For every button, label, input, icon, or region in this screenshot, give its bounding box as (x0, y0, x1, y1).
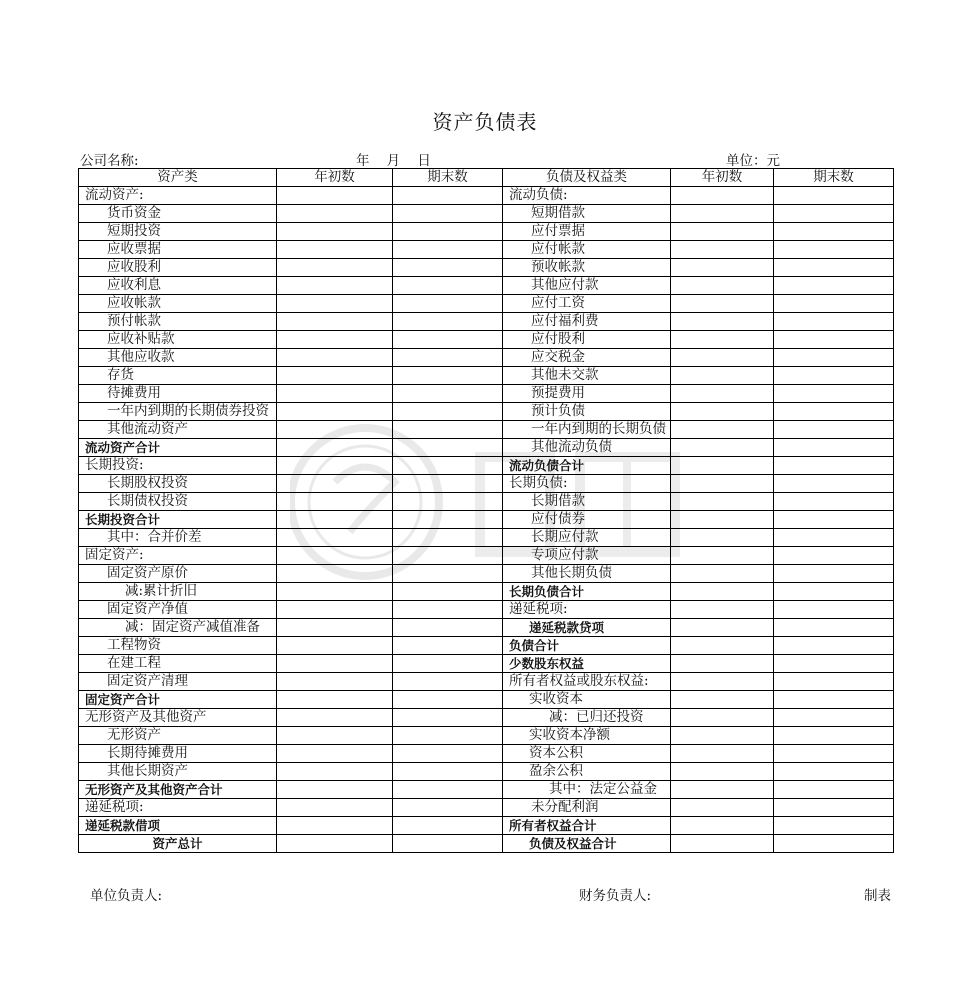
asset-item-label: 减：固定资产减值准备 (79, 619, 277, 637)
asset-begin-value (277, 583, 393, 601)
liability-item-label: 其他应付款 (503, 277, 671, 295)
asset-end-value (393, 655, 503, 673)
liability-item-label: 应付债券 (503, 511, 671, 529)
liability-begin-value (671, 259, 774, 277)
asset-begin-value (277, 817, 393, 835)
liability-item-label: 应交税金 (503, 349, 671, 367)
asset-item-label: 存货 (79, 367, 277, 385)
asset-item-label: 资产总计 (79, 835, 277, 853)
asset-end-value (393, 259, 503, 277)
asset-item-label: 长期投资: (79, 457, 277, 475)
date-label: 年 月 日 (356, 153, 431, 169)
table-row (79, 277, 894, 295)
balance-sheet-table (78, 168, 894, 853)
liability-end-value (774, 277, 894, 295)
asset-end-value (393, 241, 503, 259)
liability-begin-value (671, 385, 774, 403)
table-row (79, 385, 894, 403)
asset-item-label: 短期投资 (79, 223, 277, 241)
liability-begin-value (671, 421, 774, 439)
liability-end-value (774, 727, 894, 745)
asset-end-value (393, 187, 503, 205)
table-row (79, 835, 894, 853)
table-row (79, 817, 894, 835)
asset-begin-value (277, 493, 393, 511)
table-row (79, 511, 894, 529)
liability-end-value (774, 673, 894, 691)
table-row (79, 601, 894, 619)
liability-item-label: 所有者权益或股东权益: (503, 673, 671, 691)
liability-begin-value (671, 205, 774, 223)
liability-end-value (774, 457, 894, 475)
asset-item-label: 固定资产: (79, 547, 277, 565)
liability-item-label: 流动负债: (503, 187, 671, 205)
liability-item-label: 预提费用 (503, 385, 671, 403)
liability-end-value (774, 205, 894, 223)
table-header-row (79, 169, 894, 187)
asset-item-label: 长期股权投资 (79, 475, 277, 493)
asset-end-value (393, 511, 503, 529)
liability-end-value (774, 241, 894, 259)
table-row (79, 727, 894, 745)
liability-item-label: 递延税项: (503, 601, 671, 619)
liability-end-value (774, 547, 894, 565)
table-row (79, 205, 894, 223)
liability-end-value (774, 835, 894, 853)
liability-end-value (774, 799, 894, 817)
asset-end-value (393, 205, 503, 223)
liability-begin-value (671, 187, 774, 205)
asset-end-value (393, 367, 503, 385)
table-row (79, 619, 894, 637)
table-row (79, 367, 894, 385)
asset-end-value (393, 223, 503, 241)
asset-item-label: 待摊费用 (79, 385, 277, 403)
asset-begin-value (277, 691, 393, 709)
asset-end-value (393, 295, 503, 313)
asset-end-value (393, 547, 503, 565)
liability-end-value (774, 691, 894, 709)
liability-begin-value (671, 619, 774, 637)
asset-begin-value (277, 259, 393, 277)
asset-end-value (393, 331, 503, 349)
liability-begin-value (671, 691, 774, 709)
liability-item-label: 少数股东权益 (503, 655, 671, 673)
asset-end-value (393, 781, 503, 799)
table-row (79, 187, 894, 205)
asset-end-value (393, 403, 503, 421)
liability-end-value (774, 511, 894, 529)
liability-end-value (774, 781, 894, 799)
asset-end-value (393, 745, 503, 763)
table-body (79, 187, 894, 853)
liability-end-value (774, 403, 894, 421)
liability-begin-value (671, 457, 774, 475)
liability-begin-value (671, 277, 774, 295)
asset-begin-value (277, 223, 393, 241)
asset-end-value (393, 691, 503, 709)
liability-end-value (774, 529, 894, 547)
table-row (79, 403, 894, 421)
asset-item-label: 其他长期资产 (79, 763, 277, 781)
table-row (79, 673, 894, 691)
asset-item-label: 应收票据 (79, 241, 277, 259)
asset-item-label: 流动资产合计 (79, 439, 277, 457)
asset-item-label: 固定资产净值 (79, 601, 277, 619)
asset-item-label: 其中：合并价差 (79, 529, 277, 547)
asset-begin-value (277, 475, 393, 493)
asset-begin-value (277, 745, 393, 763)
liability-item-label: 应付帐款 (503, 241, 671, 259)
liability-begin-value (671, 673, 774, 691)
table-row (79, 313, 894, 331)
footer-finance-head: 财务负责人: (579, 888, 652, 904)
header-liabilities: 负债及权益类 (503, 169, 671, 187)
asset-item-label: 减:累计折旧 (79, 583, 277, 601)
table-row (79, 295, 894, 313)
asset-begin-value (277, 457, 393, 475)
asset-begin-value (277, 187, 393, 205)
company-name-label: 公司名称: (80, 153, 139, 169)
liability-begin-value (671, 709, 774, 727)
table-row (79, 691, 894, 709)
liability-end-value (774, 259, 894, 277)
liability-begin-value (671, 763, 774, 781)
liability-item-label: 应付票据 (503, 223, 671, 241)
table-row (79, 457, 894, 475)
asset-begin-value (277, 385, 393, 403)
asset-end-value (393, 601, 503, 619)
asset-item-label: 应收股利 (79, 259, 277, 277)
liability-begin-value (671, 493, 774, 511)
liability-item-label: 负债及权益合计 (503, 835, 671, 853)
liability-end-value (774, 421, 894, 439)
table-row (79, 475, 894, 493)
liability-end-value (774, 583, 894, 601)
liability-item-label: 减：已归还投资 (503, 709, 671, 727)
liability-begin-value (671, 637, 774, 655)
liability-item-label: 递延税款贷项 (503, 619, 671, 637)
asset-item-label: 其他流动资产 (79, 421, 277, 439)
asset-begin-value (277, 313, 393, 331)
liability-begin-value (671, 223, 774, 241)
liability-begin-value (671, 295, 774, 313)
liability-item-label: 实收资本净额 (503, 727, 671, 745)
liability-item-label: 其他长期负债 (503, 565, 671, 583)
asset-end-value (393, 817, 503, 835)
liability-begin-value (671, 745, 774, 763)
table-row (79, 655, 894, 673)
liability-end-value (774, 637, 894, 655)
liability-begin-value (671, 331, 774, 349)
liability-begin-value (671, 439, 774, 457)
liability-item-label: 应付股利 (503, 331, 671, 349)
asset-end-value (393, 619, 503, 637)
liability-end-value (774, 817, 894, 835)
liability-item-label: 盈余公积 (503, 763, 671, 781)
asset-item-label: 应收补贴款 (79, 331, 277, 349)
asset-end-value (393, 277, 503, 295)
liability-end-value (774, 763, 894, 781)
liability-end-value (774, 619, 894, 637)
liability-begin-value (671, 799, 774, 817)
liability-item-label: 长期借款 (503, 493, 671, 511)
liability-end-value (774, 565, 894, 583)
asset-item-label: 固定资产合计 (79, 691, 277, 709)
table-row (79, 637, 894, 655)
asset-end-value (393, 835, 503, 853)
asset-begin-value (277, 403, 393, 421)
asset-begin-value (277, 763, 393, 781)
liability-item-label: 所有者权益合计 (503, 817, 671, 835)
asset-item-label: 工程物资 (79, 637, 277, 655)
asset-begin-value (277, 637, 393, 655)
liability-end-value (774, 601, 894, 619)
asset-begin-value (277, 511, 393, 529)
asset-end-value (393, 763, 503, 781)
table-row (79, 493, 894, 511)
table-row (79, 223, 894, 241)
asset-item-label: 流动资产: (79, 187, 277, 205)
asset-begin-value (277, 547, 393, 565)
liability-end-value (774, 475, 894, 493)
asset-item-label: 在建工程 (79, 655, 277, 673)
liability-begin-value (671, 403, 774, 421)
asset-item-label: 无形资产 (79, 727, 277, 745)
asset-item-label: 预付帐款 (79, 313, 277, 331)
asset-begin-value (277, 655, 393, 673)
asset-end-value (393, 313, 503, 331)
asset-item-label: 长期投资合计 (79, 511, 277, 529)
asset-end-value (393, 673, 503, 691)
table-row (79, 529, 894, 547)
liability-end-value (774, 385, 894, 403)
asset-item-label: 递延税项: (79, 799, 277, 817)
liability-item-label: 应付福利费 (503, 313, 671, 331)
asset-begin-value (277, 709, 393, 727)
liability-end-value (774, 439, 894, 457)
asset-item-label: 固定资产原价 (79, 565, 277, 583)
asset-begin-value (277, 601, 393, 619)
header-end-assets: 期末数 (393, 169, 503, 187)
liability-begin-value (671, 241, 774, 259)
liability-begin-value (671, 367, 774, 385)
asset-begin-value (277, 673, 393, 691)
liability-end-value (774, 367, 894, 385)
header-assets: 资产类 (79, 169, 277, 187)
liability-begin-value (671, 817, 774, 835)
liability-item-label: 其他流动负债 (503, 439, 671, 457)
liability-item-label: 预收帐款 (503, 259, 671, 277)
liability-end-value (774, 295, 894, 313)
table-row (79, 799, 894, 817)
asset-begin-value (277, 799, 393, 817)
asset-end-value (393, 475, 503, 493)
asset-begin-value (277, 331, 393, 349)
liability-begin-value (671, 349, 774, 367)
header-begin-liabilities: 年初数 (671, 169, 774, 187)
table-row (79, 781, 894, 799)
liability-item-label: 应付工资 (503, 295, 671, 313)
liability-begin-value (671, 727, 774, 745)
liability-begin-value (671, 547, 774, 565)
asset-end-value (393, 799, 503, 817)
asset-item-label: 无形资产及其他资产合计 (79, 781, 277, 799)
asset-end-value (393, 439, 503, 457)
liability-begin-value (671, 601, 774, 619)
liability-item-label: 长期负债: (503, 475, 671, 493)
asset-end-value (393, 727, 503, 745)
asset-begin-value (277, 565, 393, 583)
liability-item-label: 长期应付款 (503, 529, 671, 547)
asset-begin-value (277, 349, 393, 367)
table-row (79, 547, 894, 565)
asset-begin-value (277, 421, 393, 439)
liability-begin-value (671, 313, 774, 331)
asset-item-label: 其他应收款 (79, 349, 277, 367)
asset-item-label: 应收帐款 (79, 295, 277, 313)
footer-unit-head: 单位负责人: (90, 888, 163, 904)
asset-end-value (393, 349, 503, 367)
liability-item-label: 资本公积 (503, 745, 671, 763)
table-row (79, 583, 894, 601)
asset-end-value (393, 709, 503, 727)
table-row (79, 565, 894, 583)
liability-begin-value (671, 781, 774, 799)
asset-end-value (393, 583, 503, 601)
liability-item-label: 负债合计 (503, 637, 671, 655)
table-row (79, 709, 894, 727)
liability-item-label: 短期借款 (503, 205, 671, 223)
liability-item-label: 其他未交款 (503, 367, 671, 385)
unit-label: 单位：元 (726, 153, 780, 169)
liability-begin-value (671, 475, 774, 493)
liability-begin-value (671, 565, 774, 583)
header-begin-assets: 年初数 (277, 169, 393, 187)
asset-end-value (393, 565, 503, 583)
asset-item-label: 长期待摊费用 (79, 745, 277, 763)
liability-end-value (774, 709, 894, 727)
asset-item-label: 长期债权投资 (79, 493, 277, 511)
asset-item-label: 一年内到期的长期债券投资 (79, 403, 277, 421)
liability-item-label: 实收资本 (503, 691, 671, 709)
liability-item-label: 流动负债合计 (503, 457, 671, 475)
liability-item-label: 未分配利润 (503, 799, 671, 817)
table-row (79, 763, 894, 781)
asset-begin-value (277, 277, 393, 295)
asset-end-value (393, 457, 503, 475)
liability-item-label: 长期负债合计 (503, 583, 671, 601)
asset-end-value (393, 493, 503, 511)
liability-end-value (774, 349, 894, 367)
liability-item-label: 预计负债 (503, 403, 671, 421)
asset-item-label: 固定资产清理 (79, 673, 277, 691)
liability-begin-value (671, 529, 774, 547)
asset-begin-value (277, 835, 393, 853)
asset-begin-value (277, 529, 393, 547)
liability-end-value (774, 313, 894, 331)
liability-end-value (774, 745, 894, 763)
liability-end-value (774, 331, 894, 349)
asset-end-value (393, 637, 503, 655)
asset-begin-value (277, 619, 393, 637)
asset-item-label: 递延税款借项 (79, 817, 277, 835)
table-row (79, 259, 894, 277)
asset-begin-value (277, 727, 393, 745)
footer-prepared-by: 制表 (864, 888, 891, 904)
liability-end-value (774, 223, 894, 241)
asset-begin-value (277, 241, 393, 259)
asset-begin-value (277, 439, 393, 457)
header-end-liabilities: 期末数 (774, 169, 894, 187)
asset-begin-value (277, 205, 393, 223)
asset-end-value (393, 421, 503, 439)
asset-begin-value (277, 295, 393, 313)
asset-end-value (393, 385, 503, 403)
liability-item-label: 专项应付款 (503, 547, 671, 565)
liability-item-label: 其中：法定公益金 (503, 781, 671, 799)
table-row (79, 439, 894, 457)
asset-begin-value (277, 367, 393, 385)
liability-begin-value (671, 583, 774, 601)
liability-begin-value (671, 655, 774, 673)
table-row (79, 241, 894, 259)
table-row (79, 349, 894, 367)
asset-end-value (393, 529, 503, 547)
liability-item-label: 一年内到期的长期负债 (503, 421, 671, 439)
page-title: 资产负债表 (432, 110, 538, 134)
table-row (79, 421, 894, 439)
liability-begin-value (671, 511, 774, 529)
asset-begin-value (277, 781, 393, 799)
table-row (79, 745, 894, 763)
liability-begin-value (671, 835, 774, 853)
liability-end-value (774, 493, 894, 511)
asset-item-label: 应收利息 (79, 277, 277, 295)
asset-item-label: 货币资金 (79, 205, 277, 223)
liability-end-value (774, 187, 894, 205)
asset-item-label: 无形资产及其他资产 (79, 709, 277, 727)
liability-end-value (774, 655, 894, 673)
table-row (79, 331, 894, 349)
